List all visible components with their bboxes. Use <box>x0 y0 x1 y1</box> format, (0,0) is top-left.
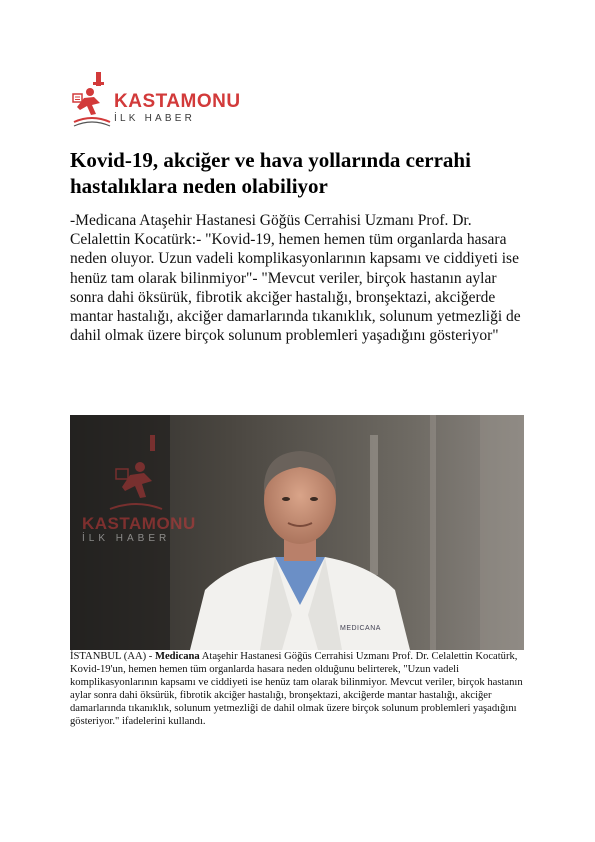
logo-brand-text: KASTAMONU <box>114 91 241 112</box>
watermark-sub-text: İLK HABER <box>82 533 171 544</box>
body-bold-name: Medicana <box>154 651 200 662</box>
site-logo[interactable] <box>70 70 241 132</box>
article-lead: -Medicana Ataşehir Hastanesi Göğüs Cerrahisi Uzmanı Prof. Dr. Celalettin Kocatürk:- "Kovid-19, hemen hemen tüm organlarda hasara neden oluyor. Uzun vadeli komplikasyonlarının kapsamı ve ciddiyeti ise henüz tam olarak bilinmiyor"- "Mevcut veriler, birçok hastanın aylar sonra dahi öksürük, fibrotik akciğer hastalığı, bronşektazi, akciğerde mantar hastalığı, akciğer damarlarında tıkanıklık, solunum yetmezliği de dahil olmak üzere birçok solunum problemleri yaşadığını gösteriyor" <box>70 212 521 345</box>
body-dateline: İSTANBUL (AA) - <box>70 651 155 662</box>
logo-sub-text: İLK HABER <box>114 113 196 124</box>
article-photo[interactable] <box>70 415 524 650</box>
coat-label-text: MEDICANA <box>340 625 381 632</box>
article-body <box>70 651 530 728</box>
watermark-brand-text: KASTAMONU <box>82 514 196 533</box>
body-text-rest: Ataşehir Hastanesi Göğüs Cerrahisi Uzmanı Prof. Dr. Celalettin Kocatürk, Kovid-19'un, hemen hemen tüm organlarda hasara neden olduğunu belirterek, "Uzun vadeli komplikasyonlarının kapsamı ve ciddiyeti ise henüz tam olarak bilinmiyor. Mevcut veriler, birçok hastanın aylar sonra dahi öksürük, fibrotik akciğer hastalığı, bronşektazi, akciğerde mantar hastalığı, akciğer damarlarında tıkanıklık, solunum yetmezliği de dahil olmak üzere birçok solunum problemleri yaşadığını gösteriyor." ifadelerini kullandı. <box>70 651 523 727</box>
photo-watermark <box>82 515 196 545</box>
article-title: Kovid-19, akciğer ve hava yollarında cerrahi hastalıklara neden olabiliyor <box>70 148 471 198</box>
